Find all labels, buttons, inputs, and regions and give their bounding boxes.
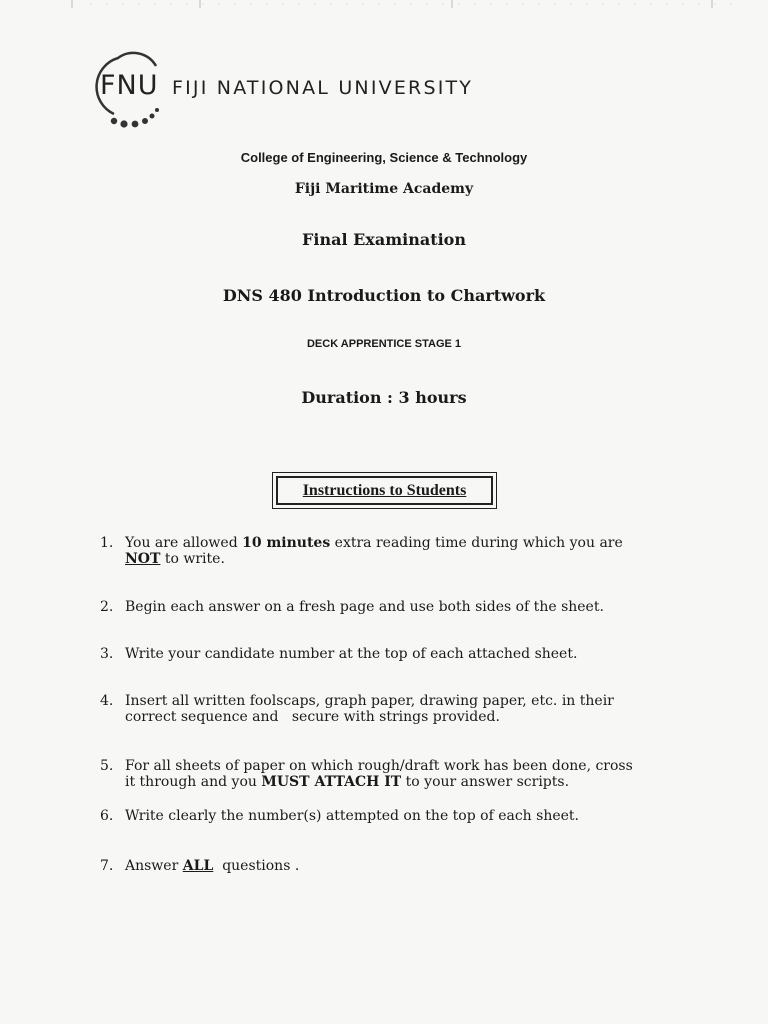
course-title: DNS 480 Introduction to Chartwork — [222, 286, 546, 305]
item-text: Answer — [125, 858, 183, 874]
item-text: it through and you — [125, 774, 262, 790]
item-number: 4. — [100, 693, 114, 709]
university-name: FIJI NATIONAL UNIVERSITY — [172, 77, 474, 99]
university-logo — [80, 46, 560, 136]
item-text: to your answer scripts. — [401, 774, 570, 790]
logo-fnu-text: FNU — [100, 70, 159, 101]
instructions-heading: Instructions to Students — [302, 481, 467, 499]
academy-name: Fiji Maritime Academy — [294, 181, 474, 197]
item-text: questions . — [213, 858, 300, 874]
item-number: 7. — [100, 858, 114, 874]
instructions-heading-box — [272, 472, 497, 509]
college-name: College of Engineering, Science & Technology — [240, 150, 528, 165]
item-number: 1. — [100, 535, 114, 551]
item-text: correct sequence and secure with strings provided. — [125, 709, 500, 725]
item-emphasis: ALL — [182, 858, 214, 874]
item-emphasis: 10 minutes — [242, 535, 331, 551]
item-text: For all sheets of paper on which rough/draft work has been done, cross — [125, 758, 633, 774]
item-number: 3. — [100, 646, 114, 662]
duration-label: Duration : 3 hours — [301, 388, 467, 407]
item-text: Write your candidate number at the top of each attached sheet. — [125, 646, 578, 662]
item-emphasis: MUST ATTACH IT — [261, 774, 402, 790]
item-number: 5. — [100, 758, 114, 774]
item-text: Insert all written foolscaps, graph paper, drawing paper, etc. in their — [125, 693, 614, 709]
item-text: Write clearly the number(s) attempted on the top of each sheet. — [125, 808, 579, 824]
exam-title: Final Examination — [302, 230, 466, 249]
item-number: 2. — [100, 599, 114, 615]
item-text: Begin each answer on a fresh page and use both sides of the sheet. — [125, 599, 604, 615]
item-text: extra reading time during which you are — [330, 535, 623, 551]
scan-top-edge — [0, 0, 768, 10]
item-emphasis: NOT — [125, 551, 161, 567]
item-number: 6. — [100, 808, 114, 824]
stage-label: DECK APPRENTICE STAGE 1 — [306, 338, 462, 350]
item-text: You are allowed — [125, 535, 243, 551]
item-text: to write. — [160, 551, 225, 567]
